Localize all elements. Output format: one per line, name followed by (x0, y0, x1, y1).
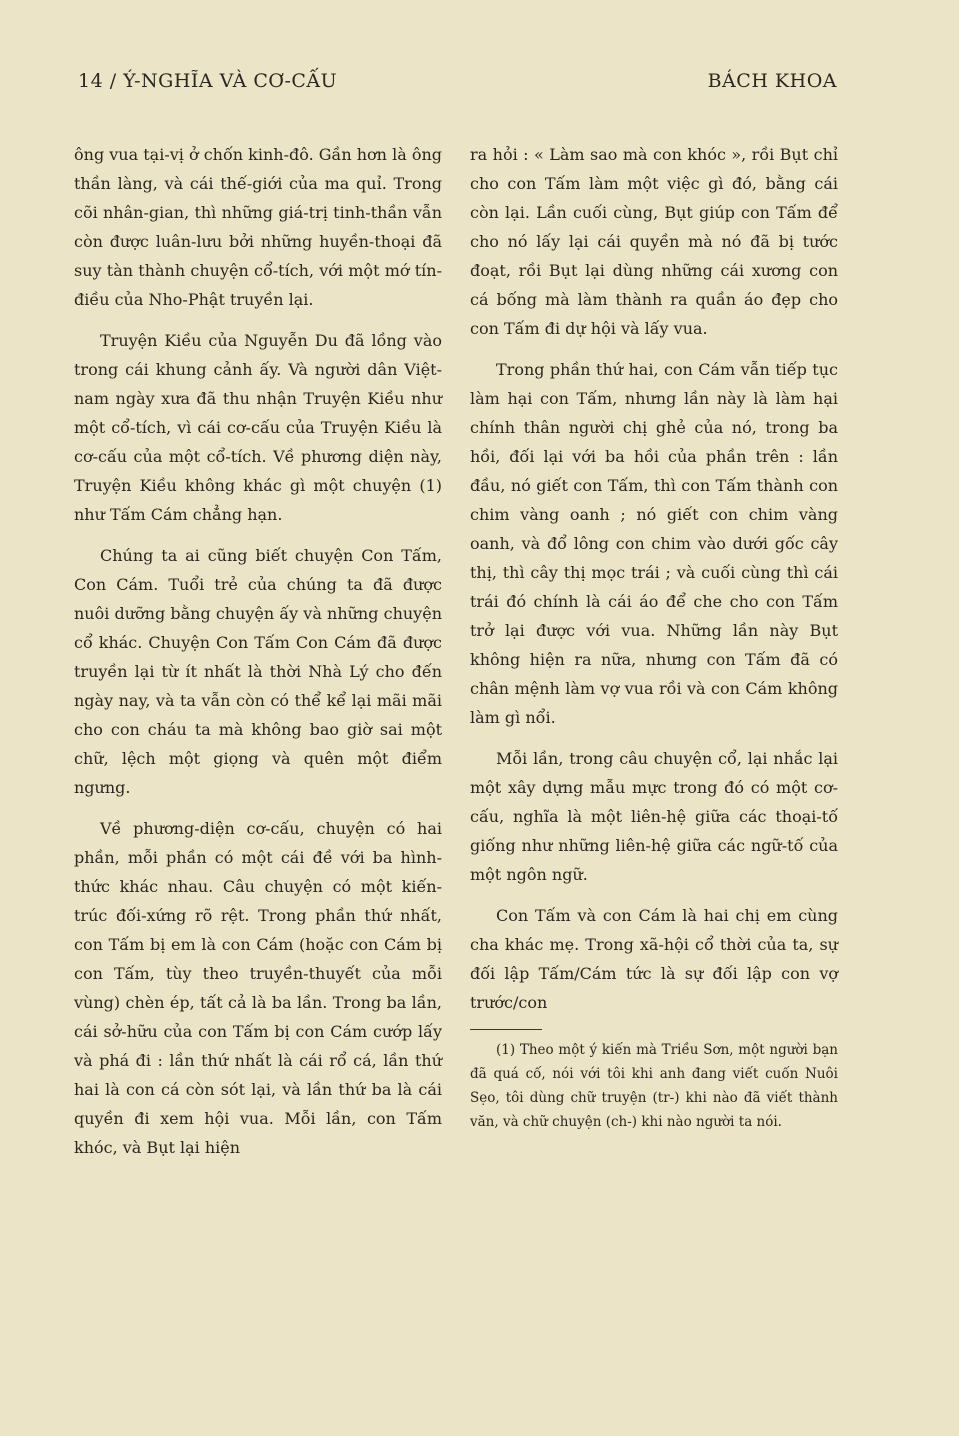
paragraph: Truyện Kiều của Nguyễn Du đã lồng vào trong cái khung cảnh ấy. Và người dân Việt-nam ngày xưa đã thu nhận Truyện Kiều như một cổ-tích, vì cái cơ-cấu của Truyện Kiều là cơ-cấu của một cổ-tích. Về phương diện này, Truyện Kiều không khác gì một chuyện (1) như Tấm Cám chẳng hạn. (74, 331, 442, 524)
paragraph: Chúng ta ai cũng biết chuyện Con Tấm, Con Cám. Tuổi trẻ của chúng ta đã được nuôi dưỡng bằng chuyện ấy và những chuyện cổ khác. Chuyện Con Tấm Con Cám đã được truyền lại từ ít nhất là thời Nhà Lý cho đến ngày nay, và ta vẫn còn có thể kể lại mãi mãi cho con cháu ta mà không bao giờ sai một chữ, lệch một giọng và quên một điểm ngưng. (74, 546, 442, 797)
paragraph: Trong phần thứ hai, con Cám vẫn tiếp tục làm hại con Tấm, nhưng lần này là làm hại chính thân người chị ghẻ của nó, trong ba hồi, đối lại với ba hồi của phần trên : lần đầu, nó giết con Tấm, thì con Tấm thành con chim vàng oanh ; nó giết con chim vàng oanh, và đổ lông con chim vào dưới gốc cây thị, thì cây thị mọc trái ; và cuối cùng thì cái trái đó chính là cái áo để che cho con Tấm trở lại được với vua. Những lần này Bụt không hiện ra nữa, nhưng con Tấm đã có chân mệnh làm vợ vua rồi và con Cám không làm gì nổi. (470, 360, 838, 727)
left-column (74, 140, 442, 1174)
footnote: (1) Theo một ý kiến mà Triều Sơn, một người bạn đã quá cố, nói với tôi khi anh đang viết cuốn Nuôi Sẹo, tôi dùng chữ truyện (tr-) khi nào đã viết thành văn, và chữ chuyện (ch-) khi nào người ta nói. (470, 1042, 838, 1130)
running-header-left: 14 / Ý-NGHĨA VÀ CƠ-CẤU (78, 70, 338, 92)
footnote-divider (470, 1029, 542, 1030)
running-header-right: BÁCH KHOA (707, 70, 837, 92)
paragraph: ra hỏi : « Làm sao mà con khóc », rồi Bụt chỉ cho con Tấm làm một việc gì đó, bằng cái còn lại. Lần cuối cùng, Bụt giúp con Tấm để cho nó lấy lại cái quyền mà nó đã bị tước đoạt, rồi Bụt lại dùng những cái xương con cá bống mà làm thành ra quần áo đẹp cho con Tấm đi dự hội và lấy vua. (470, 145, 838, 338)
paragraph: ông vua tại-vị ở chốn kinh-đô. Gần hơn là ông thần làng, và cái thế-giới của ma quỉ. Trong cõi nhân-gian, thì những giá-trị tinh-thần vẫn còn được luân-lưu bởi những huyền-thoại đã suy tàn thành chuyện cổ-tích, với một mớ tín-điều của Nho-Phật truyền lại. (74, 145, 442, 309)
paragraph: Mỗi lần, trong câu chuyện cổ, lại nhắc lại một xây dựng mẫu mực trong đó có một cơ-cấu, nghĩa là một liên-hệ giữa các thoại-tố giống như những liên-hệ giữa các ngữ-tố của một ngôn ngữ. (470, 749, 838, 884)
paragraph: Về phương-diện cơ-cấu, chuyện có hai phần, mỗi phần có một cái đề với ba hình-thức khác nhau. Câu chuyện có một kiến-trúc đối-xứng rõ rệt. Trong phần thứ nhất, con Tấm bị em là con Cám (hoặc con Cám bị con Tấm, tùy theo truyền-thuyết của mỗi vùng) chèn ép, tất cả là ba lần. Trong ba lần, cái sở-hữu của con Tấm bị con Cám cướp lấy và phá đi : lần thứ nhất là cái rổ cá, lần thứ hai là con cá còn sót lại, và lần thứ ba là cái quyền đi xem hội vua. Mỗi lần, con Tấm khóc, và Bụt lại hiện (74, 819, 442, 1157)
paragraph: Con Tấm và con Cám là hai chị em cùng cha khác mẹ. Trong xã-hội cổ thời của ta, sự đối lập Tấm/Cám tức là sự đối lập con vợ trước/con (470, 906, 838, 1012)
right-column (470, 140, 838, 1146)
